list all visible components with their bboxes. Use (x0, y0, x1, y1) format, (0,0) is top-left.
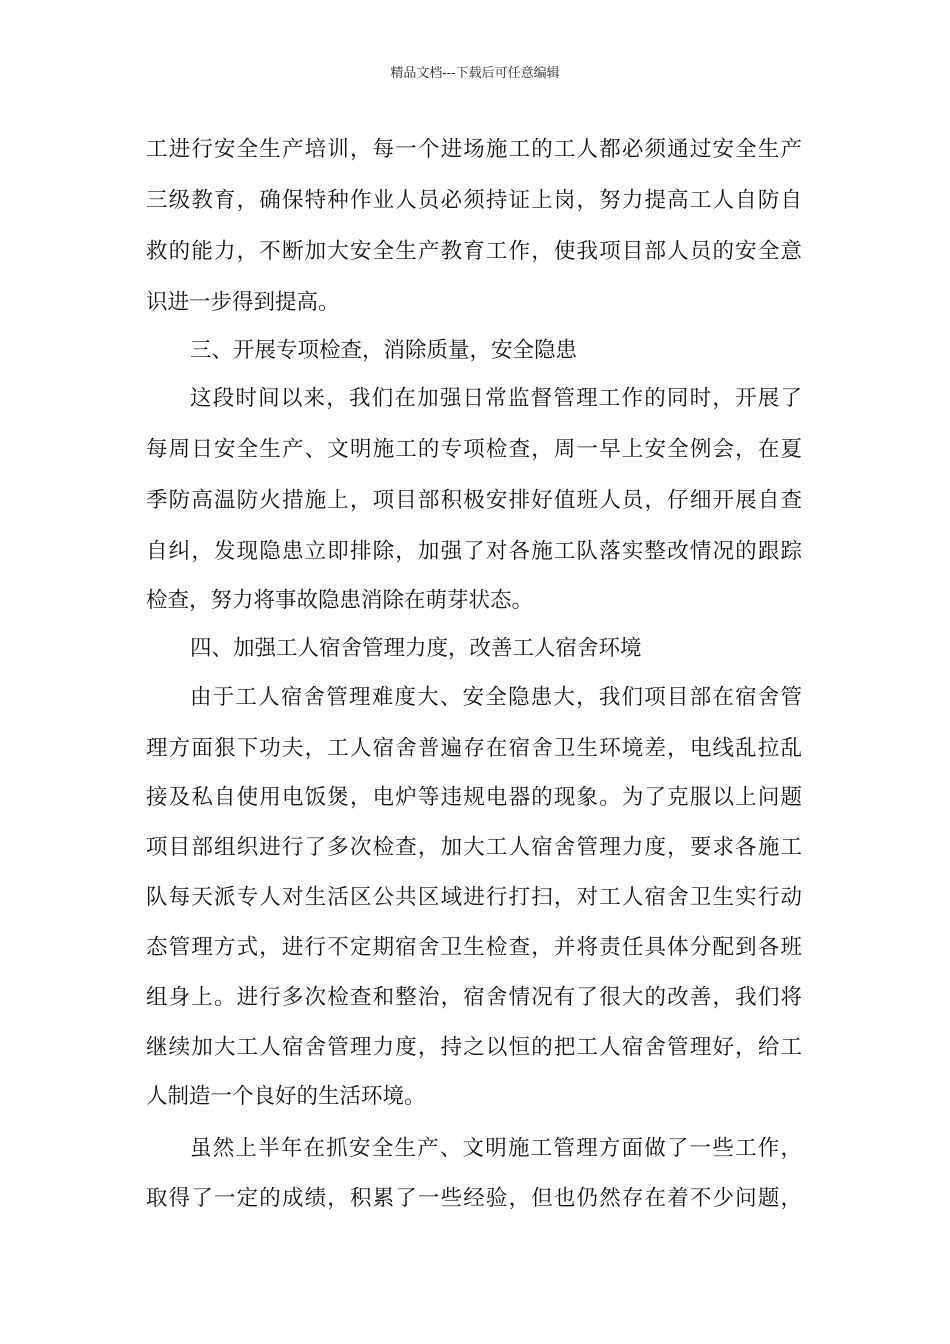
body-line: 三级教育，确保特种作业人员必须持证上岗，努力提高工人自防自 (146, 188, 802, 213)
body-line: 由于工人宿舍管理难度大、安全隐患大，我们项目部在宿舍管 (190, 685, 802, 710)
body-line: 接及私自使用电饭煲，电炉等违规电器的现象。为了克服以上问题 (146, 785, 802, 810)
body-line: 自纠，发现隐患立即排除，加强了对各施工队落实整改情况的跟踪 (146, 539, 802, 564)
body-line: 队每天派专人对生活区公共区域进行打扫，对工人宿舍卫生实行动 (146, 885, 802, 910)
body-line: 组身上。进行多次检查和整治，宿舍情况有了很大的改善，我们将 (146, 985, 802, 1010)
page-header: 精品文档---下载后可任意编辑 (390, 66, 560, 81)
body-line: 每周日安全生产、文明施工的专项检查，周一早上安全例会，在夏 (146, 437, 802, 462)
body-line: 取得了一定的成绩，积累了一些经验，但也仍然存在着不少问题， (146, 1186, 802, 1211)
body-line: 人制造一个良好的生活环境。 (146, 1084, 426, 1109)
body-line: 项目部组织进行了多次检查，加大工人宿舍管理力度，要求各施工 (146, 835, 802, 860)
body-line: 检查，努力将事故隐患消除在萌芽状态。 (146, 588, 534, 613)
body-line: 工进行安全生产培训，每一个进场施工的工人都必须通过安全生产 (146, 137, 802, 162)
body-line: 救的能力，不断加大安全生产教育工作，使我项目部人员的安全意 (146, 239, 802, 264)
body-line: 理方面狠下功夫，工人宿舍普遍存在宿舍卫生环境差，电线乱拉乱 (146, 736, 802, 761)
body-line: 态管理方式，进行不定期宿舍卫生检查，并将责任具体分配到各班 (146, 935, 802, 960)
section-heading: 三、开展专项检查，消除质量，安全隐患 (190, 338, 578, 363)
body-line: 识进一步得到提高。 (146, 290, 340, 315)
body-line: 季防高温防火措施上，项目部积极安排好值班人员，仔细开展自查 (146, 488, 802, 513)
body-line: 虽然上半年在抓安全生产、文明施工管理方面做了一些工作， (190, 1136, 802, 1161)
section-heading: 四、加强工人宿舍管理力度，改善工人宿舍环境 (190, 636, 642, 661)
body-line: 继续加大工人宿舍管理力度，持之以恒的把工人宿舍管理好，给工 (146, 1035, 802, 1060)
body-line: 这段时间以来，我们在加强日常监督管理工作的同时，开展了 (190, 386, 802, 411)
